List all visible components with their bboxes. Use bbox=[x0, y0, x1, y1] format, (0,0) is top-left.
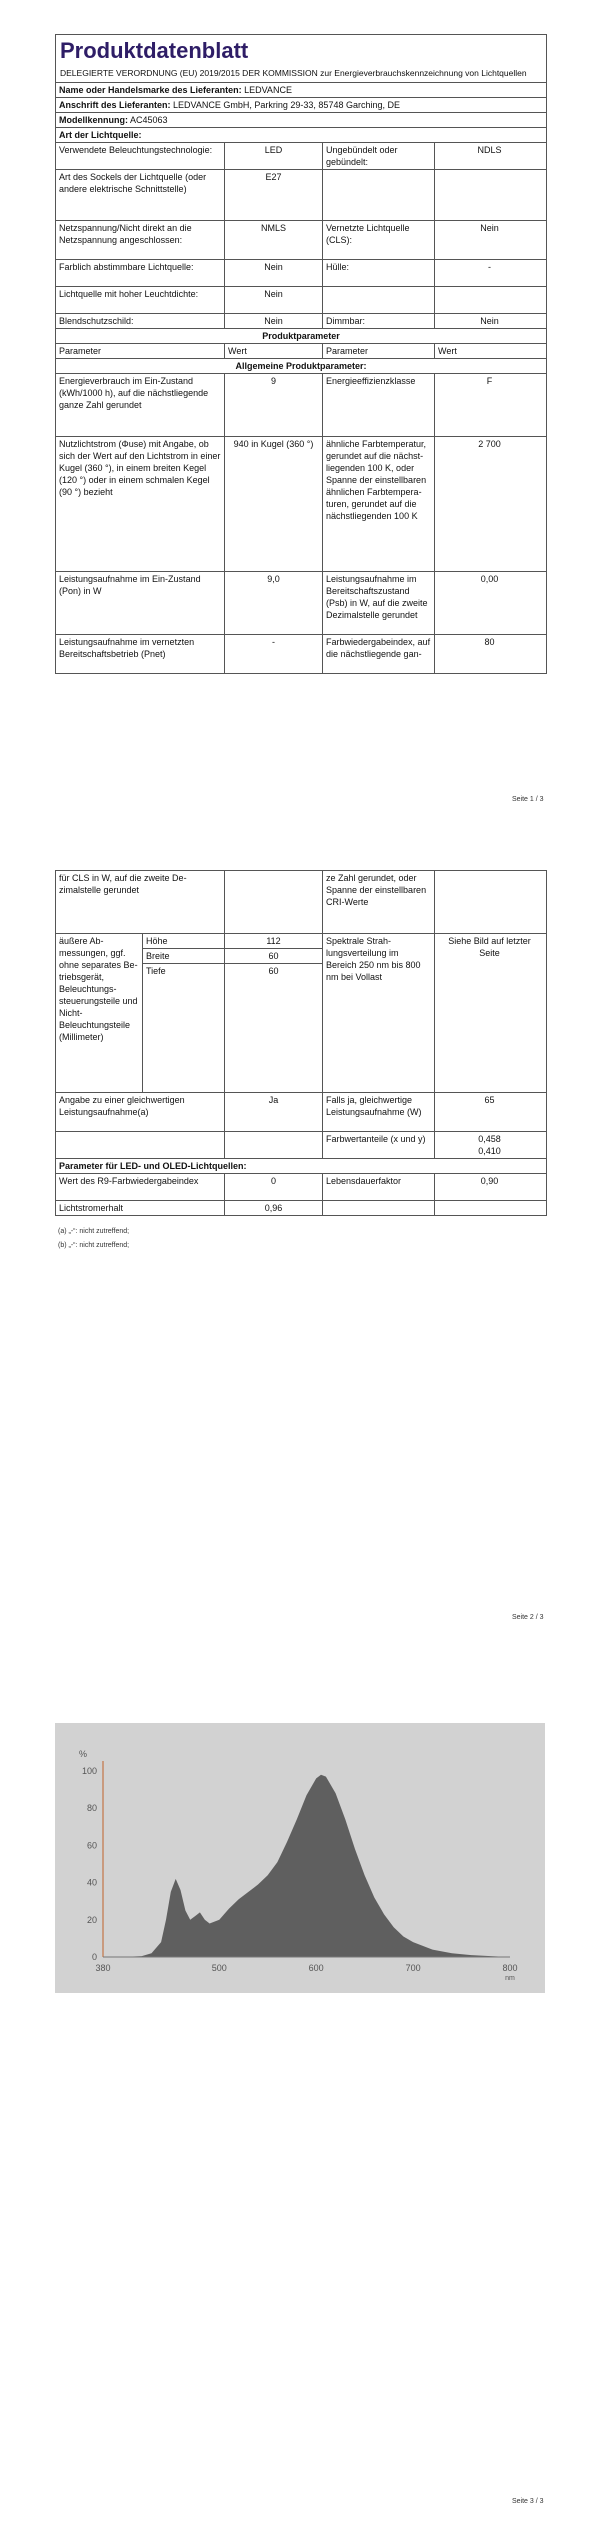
color-tunable-row bbox=[56, 260, 546, 287]
pnet-row-part2 bbox=[56, 871, 546, 934]
maintenance-label: Lichtstromerhalt bbox=[59, 1203, 124, 1213]
pnet-label-part2: für CLS in W, auf die zweite Dezimalstelle gerundet bbox=[59, 873, 187, 895]
antiglare-label: Blendschutzschild: bbox=[59, 316, 134, 326]
pnet-value: - bbox=[224, 635, 322, 673]
survival-value: 0,90 bbox=[434, 1174, 544, 1200]
page-number-2: Seite 2 / 3 bbox=[512, 1614, 544, 1621]
dimmable-label: Dimmbar: bbox=[322, 314, 434, 328]
general-header-row bbox=[56, 359, 546, 374]
equiv-power-label: Falls ja, gleichwertige Leistungsaufnahme (W) bbox=[322, 1093, 434, 1131]
general-header: Allgemeine Produktparameter: bbox=[235, 361, 367, 371]
r9-row bbox=[56, 1174, 546, 1201]
params-columns-row bbox=[56, 344, 546, 359]
chroma-y: 0,410 bbox=[478, 1146, 501, 1156]
supplier-name-value: LEDVANCE bbox=[244, 85, 292, 95]
equiv-row bbox=[56, 1093, 546, 1132]
title-row bbox=[56, 35, 546, 83]
spd-label: Spektrale Strahlungsverteilung im Bereich 250 nm bis 800 nm bei Vollast bbox=[322, 934, 434, 1092]
color-tunable-value: Nein bbox=[224, 260, 322, 286]
equiv-label: Angabe zu einer gleichwertigen Leistungsaufnahme(a) bbox=[59, 1095, 185, 1117]
led-header-row bbox=[56, 1159, 546, 1174]
y-tick-label: 100 bbox=[81, 1766, 97, 1776]
technology-row bbox=[56, 143, 546, 170]
params-header: Produktparameter bbox=[262, 331, 340, 341]
supplier-address-value: LEDVANCE GmbH, Parkring 29-33, 85748 Garching, DE bbox=[173, 100, 400, 110]
datasheet-table-page-2 bbox=[55, 870, 547, 1216]
doc-regulation: DELEGIERTE VERORDNUNG (EU) 2019/2015 DER KOMMISSION zur Energieverbrauchskennzeichnung von Lichtquellen bbox=[60, 68, 527, 78]
supplier-address-label: Anschrift des Lieferanten: bbox=[59, 100, 171, 110]
mains-value: NMLS bbox=[224, 221, 322, 259]
equiv-power-value: 65 bbox=[434, 1093, 544, 1131]
datasheet-table-page-1 bbox=[55, 34, 547, 674]
pon-value: 9,0 bbox=[224, 572, 322, 634]
depth-label: Tiefe bbox=[146, 966, 166, 976]
dimmable-value: Nein bbox=[434, 314, 544, 328]
antiglare-value: Nein bbox=[224, 314, 322, 328]
footnote-b: (b) „-“: nicht zutreffend; bbox=[58, 1242, 130, 1249]
technology-value: LED bbox=[224, 143, 322, 169]
pnet-label-part1: Leistungsaufnahme im vernetzten Bereitschaftsbetrieb (Pnet) bbox=[59, 637, 195, 659]
height-value: 112 bbox=[225, 934, 322, 949]
mains-label: Netzspannung/Nicht direkt an die Netzspannung angeschlossen: bbox=[59, 223, 192, 245]
page-number-3: Seite 3 / 3 bbox=[512, 2498, 544, 2505]
height-label: Höhe bbox=[143, 934, 224, 949]
pon-label: Leistungsaufnahme im Ein-Zustand (Pon) in W bbox=[59, 574, 201, 596]
cls-label: Vernetzte Lichtquelle (CLS): bbox=[322, 221, 434, 259]
doc-title: Produktdatenblatt bbox=[60, 38, 249, 63]
survival-label: Lebensdauerfaktor bbox=[322, 1174, 434, 1200]
spd-value: Siehe Bild auf letzter Seite bbox=[434, 934, 544, 1092]
unbundled-value: NDLS bbox=[434, 143, 544, 169]
cri-label-part2: ze Zahl gerundet, oder Spanne der einstellbaren CRI-Werte bbox=[322, 871, 434, 933]
antiglare-row bbox=[56, 314, 546, 329]
flux-value: 940 in Kugel (360 °) bbox=[224, 437, 322, 571]
pnet-row-part1 bbox=[56, 635, 546, 673]
dims-values bbox=[224, 934, 322, 1092]
cct-value: 2 700 bbox=[434, 437, 544, 571]
y-tick-label: 20 bbox=[86, 1914, 97, 1925]
y-tick-label: 80 bbox=[86, 1803, 97, 1814]
y-axis-label: % bbox=[79, 1749, 88, 1759]
envelope-label: Hülle: bbox=[322, 260, 434, 286]
params-header-row bbox=[56, 329, 546, 344]
col-value-2: Wert bbox=[434, 344, 544, 358]
supplier-name-label: Name oder Handelsmarke des Lieferanten: bbox=[59, 85, 242, 95]
page-1 bbox=[0, 0, 595, 820]
col-param-2: Parameter bbox=[322, 344, 434, 358]
y-tick-label: 40 bbox=[86, 1877, 97, 1888]
depth-value: 60 bbox=[268, 966, 279, 976]
envelope-value: - bbox=[434, 260, 544, 286]
maintenance-row bbox=[56, 1201, 546, 1215]
chroma-x: 0,458 bbox=[478, 1134, 501, 1144]
r9-label: Wert des R9-Farbwiedergabeindex bbox=[59, 1176, 199, 1186]
dims-label: äußere Abmessungen, ggf. ohne separates Betriebsgerät, Beleuchtungssteuerungsteile und Nicht-Beleuchtungsteile (Millimeter) bbox=[59, 936, 138, 1042]
pon-row bbox=[56, 572, 546, 635]
socket-empty-label bbox=[322, 170, 434, 220]
dimensions-row bbox=[56, 934, 546, 1093]
model-value: AC45063 bbox=[130, 115, 168, 125]
cct-label: ähnliche Farbtemperatur, gerundet auf die nächstliegenden 100 K, oder Spanne der einstellbaren ähnlichen Farbtemperaturen, gerundet auf die nächstliegenden 100 K bbox=[322, 437, 434, 571]
led-header: Parameter für LED- und OLED-Lichtquellen: bbox=[59, 1161, 247, 1171]
maintenance-empty-value bbox=[434, 1201, 544, 1215]
width-value: 60 bbox=[225, 949, 322, 964]
lightsource-header-row bbox=[56, 128, 546, 143]
chroma-row bbox=[56, 1132, 546, 1159]
model-row bbox=[56, 113, 546, 128]
flux-row bbox=[56, 437, 546, 572]
energy-label: Energieverbrauch im Ein-Zustand (kWh/1000 h), auf die nächstliegende ganze Zahl gerundet bbox=[59, 376, 209, 410]
lightsource-header: Art der Lichtquelle: bbox=[59, 130, 142, 140]
high-luminance-value: Nein bbox=[224, 287, 322, 313]
col-value-1: Wert bbox=[224, 344, 322, 358]
cls-value: Nein bbox=[434, 221, 544, 259]
x-tick-label: 380 bbox=[95, 1963, 111, 1973]
x-tick-label: 800 bbox=[502, 1963, 518, 1973]
width-label: Breite bbox=[143, 949, 224, 964]
eclass-label: Energieeffizienzklasse bbox=[322, 374, 434, 436]
maintenance-empty bbox=[322, 1201, 434, 1215]
spectral-chart-svg bbox=[55, 1723, 545, 1993]
pnet-continued-value bbox=[224, 871, 322, 933]
x-tick-label: 600 bbox=[308, 1963, 324, 1973]
x-tick-label: 500 bbox=[211, 1963, 227, 1973]
page-3 bbox=[0, 1630, 595, 2526]
energy-value: 9 bbox=[224, 374, 322, 436]
dims-names bbox=[142, 934, 224, 1092]
supplier-name-row bbox=[56, 83, 546, 98]
color-tunable-label: Farblich abstimmbare Lichtquelle: bbox=[59, 262, 194, 272]
x-tick-label: 700 bbox=[405, 1963, 421, 1973]
footnote-a: (a) „-“: nicht zutreffend; bbox=[58, 1228, 130, 1235]
socket-empty-value bbox=[434, 170, 544, 220]
cri-continued-value bbox=[434, 871, 544, 933]
equiv-value: Ja bbox=[224, 1093, 322, 1131]
mains-row bbox=[56, 221, 546, 260]
high-luminance-empty bbox=[322, 287, 434, 313]
spectral-chart bbox=[55, 1723, 545, 1993]
supplier-address-row bbox=[56, 98, 546, 113]
y-tick-label: 60 bbox=[86, 1840, 97, 1851]
energy-row bbox=[56, 374, 546, 437]
psb-label: Leistungsaufnahme im Bereitschaftszustand (Psb) in W, auf die zweite Dezimalstelle gerundet bbox=[322, 572, 434, 634]
socket-value: E27 bbox=[224, 170, 322, 220]
chroma-empty-value bbox=[224, 1132, 322, 1158]
x-axis-label: nm bbox=[505, 1975, 515, 1982]
y-tick-label: 0 bbox=[91, 1952, 97, 1962]
col-param-1: Parameter bbox=[59, 346, 102, 356]
page-number-1: Seite 1 / 3 bbox=[512, 796, 544, 803]
high-luminance-row bbox=[56, 287, 546, 314]
r9-value: 0 bbox=[224, 1174, 322, 1200]
maintenance-value: 0,96 bbox=[224, 1201, 322, 1215]
unbundled-label: Ungebündelt oder gebündelt: bbox=[322, 143, 434, 169]
chroma-values bbox=[434, 1132, 544, 1158]
spectrum-area bbox=[103, 1775, 510, 1957]
chroma-empty-label bbox=[56, 1132, 224, 1158]
flux-label: Nutzlichtstrom (Φuse) mit Angabe, ob sich der Wert auf den Lichtstrom in einer Kugel (360 °), in einem breiten Kegel (120 °) oder in einem schmalen Kegel (90 °) bezieht bbox=[59, 439, 221, 497]
cri-label-part1: Farbwiedergabeindex, auf die nächstliegende gan- bbox=[322, 635, 434, 673]
psb-value: 0,00 bbox=[434, 572, 544, 634]
cri-value: 80 bbox=[434, 635, 544, 673]
page-2 bbox=[0, 870, 595, 1630]
socket-label: Art des Sockels der Lichtquelle (oder andere elektrische Schnittstelle) bbox=[59, 172, 207, 194]
technology-label: Verwendete Beleuchtungstechnologie: bbox=[59, 145, 213, 155]
high-luminance-label: Lichtquelle mit hoher Leuchtdichte: bbox=[59, 289, 199, 299]
eclass-value: F bbox=[434, 374, 544, 436]
chroma-label: Farbwertanteile (x und y) bbox=[322, 1132, 434, 1158]
model-label: Modellkennung: bbox=[59, 115, 128, 125]
socket-row bbox=[56, 170, 546, 221]
high-luminance-empty-value bbox=[434, 287, 544, 313]
